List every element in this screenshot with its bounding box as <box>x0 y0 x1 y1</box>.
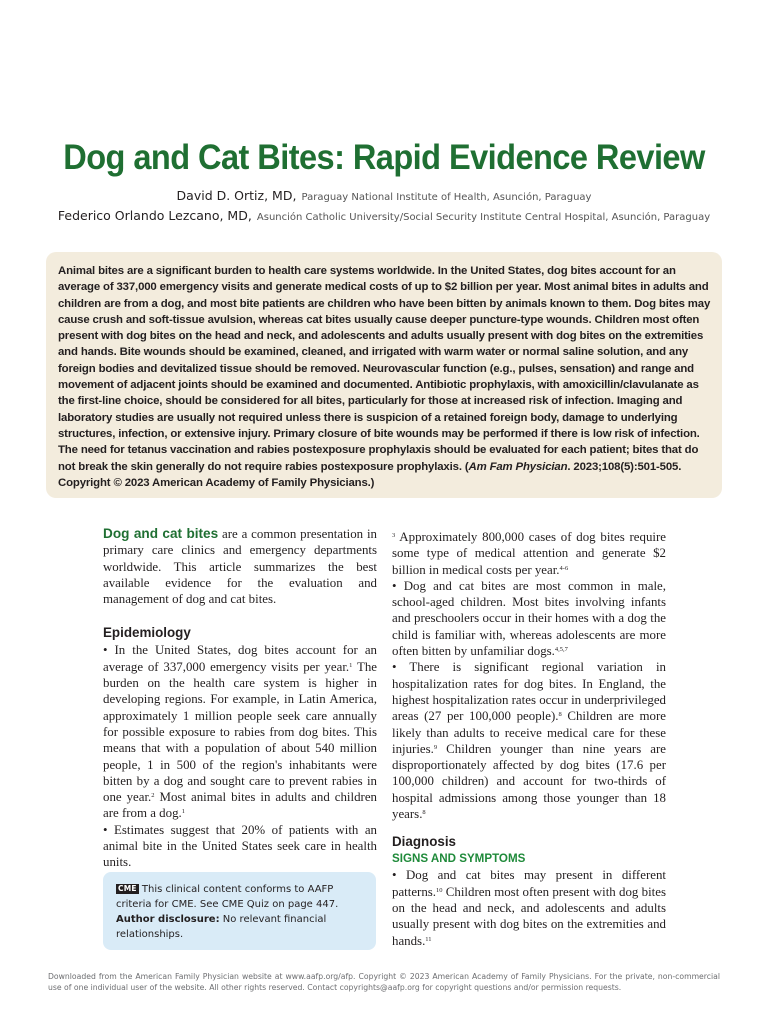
abstract-box <box>46 252 722 498</box>
cme-text: This clinical content conforms to AAFP criteria for CME. See CME Quiz on page 447. <box>116 884 339 910</box>
abstract-citation: . 2023;108(5):501-505. Copyright © 2023 American Academy of Family Physicians.) <box>58 460 682 489</box>
text-run: Children younger than nine years are disproportionately affected by dog bites (17.6 per 100,000 children) and account for two-thirds of hospital admissions among those younger than 18 years. <box>392 741 666 822</box>
author-name: Federico Orlando Lezcano, MD, <box>57 208 252 223</box>
reference-superscript: 3 <box>392 532 396 539</box>
epidemiology-paragraph-1 <box>103 642 377 821</box>
author-line-2 <box>0 206 768 227</box>
cme-badge: CME <box>118 884 137 893</box>
reference-superscript: 9 <box>433 743 438 751</box>
cme-statement <box>116 882 366 912</box>
disclosure-text: No relevant financial relationships. <box>116 914 327 940</box>
abstract-body: Animal bites are a significant burden to health care systems worldwide. In the United States, dog bites account for an average of 337,000 emergency visits and generate medical costs of up to $2 billion per year. Most animal bites in adults and children are from a dog, and most bite patients are children who have been bitten by animals known to them. Dog bites may cause crush and soft-tissue avulsion, whereas cat bites usually cause deeper puncture-type wounds. Children most often present with dog bites on the head and neck, and adolescents and adults usually present with dog bites on the extremities and hands. Bite wounds should be examined, cleaned, and irrigated with warm water or normal saline solution, and any foreign bodies and devitalized tissue should be removed. Neurovascular function (e.g., pulses, sensation) and range and movement of adjacent joints should be examined and documented. Antibiotic prophylaxis, with amoxicillin/clavulanate as the first-line choice, should be considered for all bites, particularly for those at increased risk of infection. Imaging and laboratory studies are usually not required unless there is suspicion of a retained foreign body, damage to underlying structures, infection, or extensive injury. Primary closure of bite wounds may be performed if there is low risk of infection. The need for tetanus vaccination and rabies postexposure prophylaxis should be evaluated for each patient; bites that do not break the skin generally do not require rabies postexposure prophylaxis. ( <box>58 265 711 473</box>
epidemiology-heading: Epidemiology <box>103 625 191 641</box>
text-run: The burden on the health care system is higher in developing regions. For example, in Latin America, approximately 1 million people seek care annually for possible exposure to rabies from dog bites. This means that with a population of about 540 million people, 1 in 500 of the region's inhabitants were bitten by a dog and sought care to prevent rabies in one year. <box>103 659 377 805</box>
text-run: • Dog and cat bites are most common in male, school-aged children. Most bites involving infants and preschoolers occur in their homes with a dog the child is familiar with, whereas adolescents are more often bitten by unfamiliar dogs. <box>392 578 666 659</box>
copyright-footer: Downloaded from the American Family Physician website at www.aafp.org/afp. Copyright © 2023 American Academy of Family Physicians. For the private, non-commercial use of one individual user of the website. All other rights reserved. Contact copyrights@aafp.org for copyright questions and/or permission requests. <box>48 972 720 992</box>
author-affiliation: Paraguay National Institute of Health, Asunción, Paraguay <box>301 192 592 203</box>
abstract-text <box>58 263 712 491</box>
cme-info-box <box>103 872 376 950</box>
reference-superscript: 2 <box>151 792 155 800</box>
author-name: David D. Ortiz, MD, <box>176 188 297 203</box>
text-run: • In the United States, dog bites account for an average of 337,000 emergency visits per year. <box>103 643 377 674</box>
intro-lead: Dog and cat bites <box>103 526 219 541</box>
reference-superscript: 8 <box>422 809 426 817</box>
author-affiliation: Asunción Catholic University/Social Security Institute Central Hospital, Asunción, Paraguay <box>256 212 711 223</box>
epidemiology-paragraph-2-end <box>392 529 666 578</box>
text-run: • Estimates suggest that 20% of patients with an animal bite in the United States seek care in health units. <box>103 822 377 870</box>
author-line-1 <box>0 186 768 207</box>
epidemiology-paragraph-2-start <box>103 822 377 871</box>
article-title: Dog and Cat Bites: Rapid Evidence Review <box>63 138 705 177</box>
disclosure-label: Author disclosure: <box>116 914 220 925</box>
reference-superscript: 4,5,7 <box>554 646 568 654</box>
reference-superscript: 8 <box>558 711 562 719</box>
text-run: Most animal bites in adults and children are from a dog. <box>103 790 378 821</box>
text-run: • Dog and cat bites may present in different patterns. <box>392 868 666 899</box>
reference-superscript: 4-6 <box>559 564 569 572</box>
intro-paragraph <box>103 526 377 607</box>
epidemiology-paragraph-4 <box>392 659 666 822</box>
reference-superscript: 10 <box>436 886 443 894</box>
signs-symptoms-heading: SIGNS AND SYMPTOMS <box>392 852 526 866</box>
epidemiology-paragraph-3 <box>392 578 666 659</box>
journal-name: Am Fam Physician <box>468 460 568 473</box>
text-run: • There is significant regional variation in hospitalization rates for dog bites. In England, the highest hospitalization rates occur in underprivileged areas (27 per 100,000 people). <box>392 660 666 724</box>
reference-superscript: 1 <box>181 808 185 816</box>
body-column-left <box>103 526 377 871</box>
diagnosis-heading: Diagnosis <box>392 834 456 850</box>
text-run: Approximately 800,000 cases of dog bites require some type of medical attention and generate $2 billion in medical costs per year. <box>392 530 666 577</box>
text-run: Children are more likely than adults to receive medical care for these injuries. <box>392 709 666 756</box>
intro-text: are a common presentation in primary care clinics and emergency departments worldwide. This article summarizes the best available evidence for the evaluation and management of dog and cat bites. <box>103 527 377 607</box>
reference-superscript: 1 <box>349 661 353 669</box>
text-run: Children most often present with dog bites on the head and neck, and adolescents and adults usually present with dog bites on the extremities and hands. <box>392 884 666 948</box>
body-column-right <box>392 529 666 949</box>
author-disclosure <box>116 912 366 942</box>
reference-superscript: 11 <box>425 935 432 943</box>
diagnosis-paragraph-1 <box>392 867 666 948</box>
